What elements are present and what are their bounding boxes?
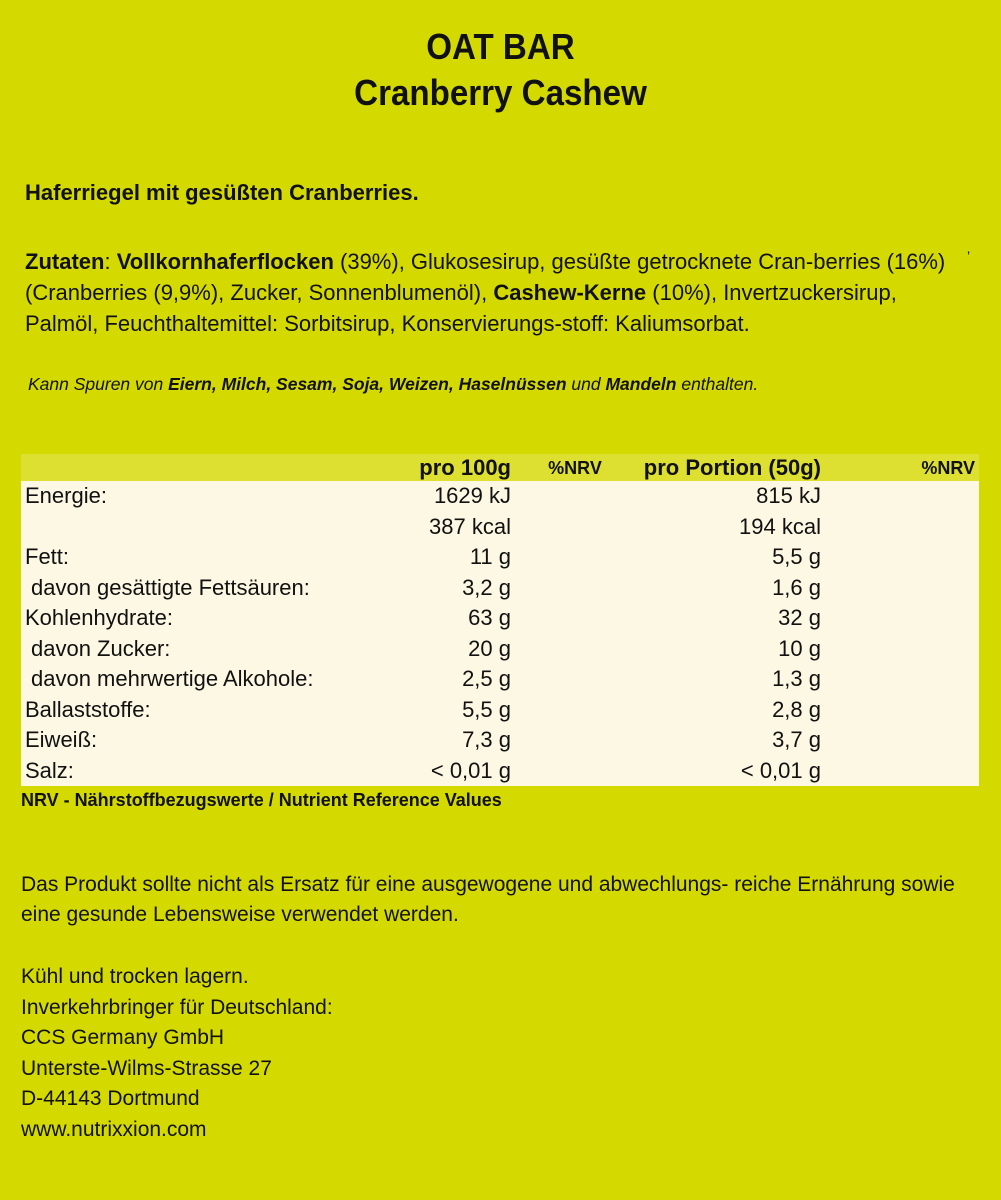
nrv-per-100g <box>511 481 639 512</box>
company-city: D-44143 Dortmund <box>21 1087 200 1110</box>
value-per-100g: 7,3 g <box>462 727 511 752</box>
value-per-100g: 387 kcal <box>429 513 511 539</box>
value-per-portion: 10 g <box>778 635 821 661</box>
nutrition-row <box>21 634 979 665</box>
nutrient-label: davon Zucker: <box>31 635 171 661</box>
nrv-per-100g <box>511 512 639 543</box>
ingredient-oats: Vollkornhaferflocken <box>116 249 334 274</box>
nrv-per-100g <box>511 664 639 695</box>
product-name: OAT BAR <box>426 26 575 67</box>
nrv-per-100g <box>511 634 639 665</box>
nrv-per-portion <box>821 664 979 695</box>
value-per-portion: 815 kJ <box>756 483 821 508</box>
header-per-100g: pro 100g <box>419 455 511 480</box>
allergen-notice: Kann Spuren von Eiern, Milch, Sesam, Soja, Weizen, Haselnüssen und Mandeln enthalten. <box>28 374 759 394</box>
header-nrv-portion: %NRV <box>921 458 975 478</box>
nutrient-label: Salz: <box>25 757 74 783</box>
nrv-per-portion <box>821 542 979 573</box>
nutrient-label <box>21 512 391 543</box>
nrv-per-100g <box>511 725 639 756</box>
nutrition-table <box>21 454 979 786</box>
value-per-portion: 1,3 g <box>772 666 821 691</box>
company-name: CCS Germany GmbH <box>21 1026 225 1049</box>
product-description: Haferriegel mit gesüßten Cranberries. <box>25 180 419 205</box>
value-per-100g: 1629 kJ <box>433 483 511 508</box>
nutrition-row <box>21 664 979 695</box>
nrv-per-portion <box>821 725 979 756</box>
header-label <box>21 454 391 481</box>
storage-instruction: Kühl und trocken lagern. <box>21 965 249 988</box>
value-per-portion: 194 kcal <box>739 513 821 539</box>
nutrition-row <box>21 756 979 787</box>
nutrition-row <box>21 573 979 604</box>
value-per-portion: 1,6 g <box>772 574 821 600</box>
nutrient-label: davon gesättigte Fettsäuren: <box>31 574 310 600</box>
nutrition-row <box>21 725 979 756</box>
nrv-per-portion <box>821 634 979 665</box>
value-per-100g: 20 g <box>468 635 511 661</box>
value-per-100g: 63 g <box>468 605 511 630</box>
nrv-per-100g <box>511 603 639 634</box>
value-per-portion: 32 g <box>778 605 821 630</box>
nutrition-row <box>21 481 979 512</box>
nrv-per-100g <box>511 573 639 604</box>
nutrient-label: Eiweiß: <box>25 727 98 752</box>
value-per-portion: 5,5 g <box>772 544 821 569</box>
product-flavor: Cranberry Cashew <box>354 72 647 113</box>
header-nrv-100g: %NRV <box>548 458 602 478</box>
value-per-100g: 3,2 g <box>462 574 511 600</box>
nutrition-row <box>21 603 979 634</box>
nutrient-label: davon mehrwertige Alkohole: <box>31 666 314 691</box>
nrv-per-portion <box>821 695 979 726</box>
nrv-note: NRV - Nährstoffbezugswerte / Nutrient Reference Values <box>21 790 502 810</box>
nutrient-label: Ballaststoffe: <box>25 696 151 722</box>
nutrient-label: Kohlenhydrate: <box>25 605 173 630</box>
nrv-per-portion <box>821 512 979 543</box>
value-per-portion: 3,7 g <box>772 727 821 752</box>
nrv-per-portion <box>821 481 979 512</box>
nutrient-label: Energie: <box>25 483 107 508</box>
nrv-per-portion <box>821 756 979 787</box>
distributor-label: Inverkehrbringer für Deutschland: <box>21 995 333 1019</box>
nutrient-label: Fett: <box>25 544 70 569</box>
product-title <box>40 24 961 116</box>
footer-info <box>21 962 333 1145</box>
ingredients-list: Zutaten: Vollkornhaferflocken (39%), Glukosesirup, gesüßte getrocknete Cran-berries (16%) (Cranberries (9,9%), Zucker, Sonnenblumenöl), Cashew-Kerne (10%), Invertzuckersirup, Palmöl, Feuchthaltemittel: Sorbitsirup, Konservierungs-stoff: Kaliumsorbat. <box>25 249 946 336</box>
stray-mark: ’ <box>967 248 971 264</box>
value-per-portion: 2,8 g <box>772 696 821 722</box>
nrv-per-100g <box>511 695 639 726</box>
nutrition-header-row <box>21 454 979 481</box>
value-per-100g: < 0,01 g <box>430 757 511 783</box>
website-link[interactable]: www.nutrixxion.com <box>21 1117 207 1141</box>
nutrition-row <box>21 695 979 726</box>
ingredient-cashew: Cashew-Kerne <box>493 280 647 305</box>
nutrition-row <box>21 542 979 573</box>
value-per-100g: 2,5 g <box>462 666 511 691</box>
company-street: Unterste-Wilms-Strasse 27 <box>21 1056 272 1080</box>
disclaimer: Das Produkt sollte nicht als Ersatz für eine ausgewogene und abwechlungs- reiche Ernährung sowie eine gesunde Lebensweise verwendet werden. <box>21 873 955 926</box>
value-per-portion: < 0,01 g <box>740 757 821 783</box>
nrv-per-100g <box>511 756 639 787</box>
nutrition-row <box>21 512 979 543</box>
value-per-100g: 11 g <box>469 544 511 569</box>
nrv-per-portion <box>821 573 979 604</box>
header-per-portion: pro Portion (50g) <box>643 455 821 480</box>
value-per-100g: 5,5 g <box>462 696 511 722</box>
ingredients-label: Zutaten <box>25 249 105 274</box>
nrv-per-portion <box>821 603 979 634</box>
nrv-per-100g <box>511 542 639 573</box>
